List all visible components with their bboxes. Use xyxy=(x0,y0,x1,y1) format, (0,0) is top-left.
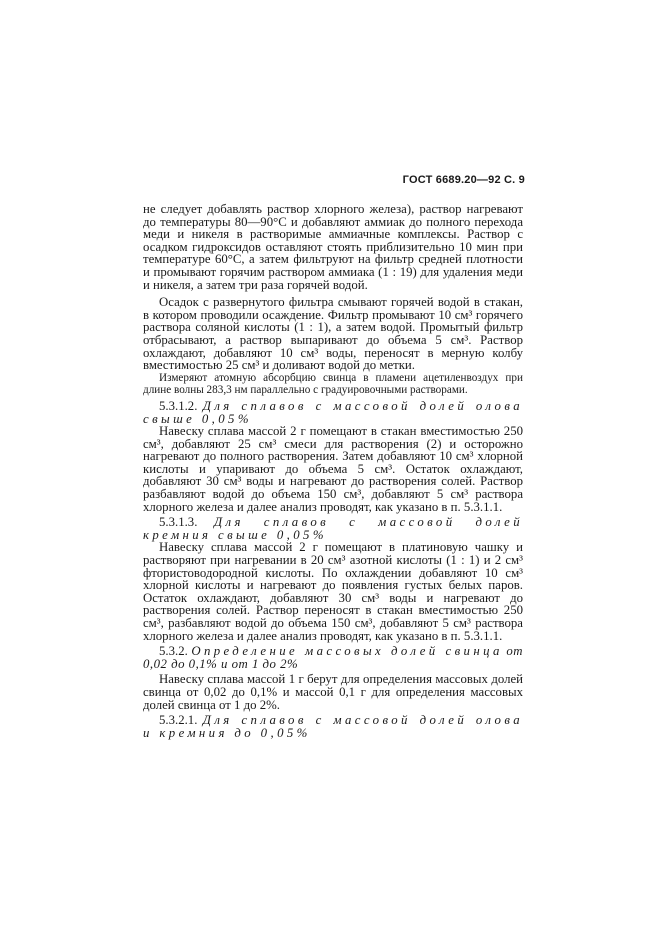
section-title-range: от 0,02 до 0,1% и от 1 до 2% xyxy=(143,644,523,671)
section-5-3-1-2-heading xyxy=(143,400,523,425)
section-title: Для сплавов с массовой долей олова и кремния до 0,05% xyxy=(143,713,524,740)
section-number: 5.3.2.1. xyxy=(159,713,198,728)
paragraph-tin-alloys: Навеску сплава массой 2 г помещают в стакан вместимостью 250 см³, добавляют 25 см³ смеси для растворения (2) и осторожно нагревают до полного растворения. Затем добавляют 10 см³ хлорной кислоты и упаривают до объема 5 см³. Остаток охлаждают, добавляют 30 см³ воды и нагревают до растворения солей. Раствор разбавляют водой до объема 150 см³, добавляют 5 см³ раствора хлорного железа и далее анализ проводят, как указано в п. 5.3.1.1. xyxy=(143,424,523,514)
section-number: 5.3.1.2. xyxy=(159,398,198,413)
section-title: Определение массовых долей свинца xyxy=(191,644,503,659)
section-5-3-2-heading xyxy=(143,645,523,670)
paragraph-precipitate: Осадок с развернутого фильтра смывают горячей водой в стакан, в котором проводили осаждение. Фильтр промывают 10 см³ горячего раствора соляной кислоты (1 : 1), а затем водой. Промытый фильтр отбрасывают, а раствор выпаривают до объема 5 см³. Раствор охлаждают, добавляют 10 см³ воды, переносят в мерную колбу вместимостью 25 см³ и доливают водой до метки. xyxy=(143,295,523,373)
paragraph-silicon-alloys: Навеску сплава массой 2 г помещают в платиновую чашку и растворяют при нагревании в 20 см³ азотной кислоты (1 : 1) и 2 см³ фтористоводородной кислоты. По охлаждении добавляют 10 см³ хлорной кислоты и нагревают до появления густых белых паров. Остаток охлаждают, добавляют 30 см³ воды и нагревают до растворения солей. Раствор переносят в стакан вместимостью 250 см³, разбавляют водой до объема 150 см³, добавляют 5 см³ раствора хлорного железа и далее анализ проводят, как указано в п. 5.3.1.1. xyxy=(143,540,523,643)
section-5-3-1-3-heading xyxy=(143,516,523,541)
section-number: 5.3.2. xyxy=(159,644,188,659)
paragraph-sample-mass: Навеску сплава массой 1 г берут для определения массовых долей свинца от 0,02 до 0,1% и массой 0,1 г для определения массовых долей свинца от 1 до 2%. xyxy=(143,672,523,712)
section-title: Для сплавов с массовой долей кремния свыше 0,05% xyxy=(143,515,523,542)
section-number: 5.3.1.3. xyxy=(159,515,198,530)
paragraph-measurement: Измеряют атомную абсорбцию свинца в пламени ацетиленвоздух при длине волны 283,3 нм параллельно с градуировочными растворами. xyxy=(143,371,523,397)
document-body xyxy=(143,203,523,739)
section-title: Для сплавов с массовой долей олова свыше 0,05% xyxy=(143,398,524,426)
section-5-3-2-1-heading xyxy=(143,714,523,739)
paragraph-continuation: не следует добавлять раствор хлорного железа), раствор нагревают до температуры 80—90°С и добавляют аммиак до полного перехода меди и никеля в растворимые аммиачные комплексы. Раствор с осадком гидроксидов оставляют стоять приблизительно 10 мин при температуре 60°С, а затем фильтруют на фильтр средней плотности и промывают горячим раствором аммиака (1 : 19) для удаления меди и никеля, а затем три раза горячей водой. xyxy=(143,202,523,292)
page-header-standard: ГОСТ 6689.20—92 С. 9 xyxy=(402,174,525,186)
